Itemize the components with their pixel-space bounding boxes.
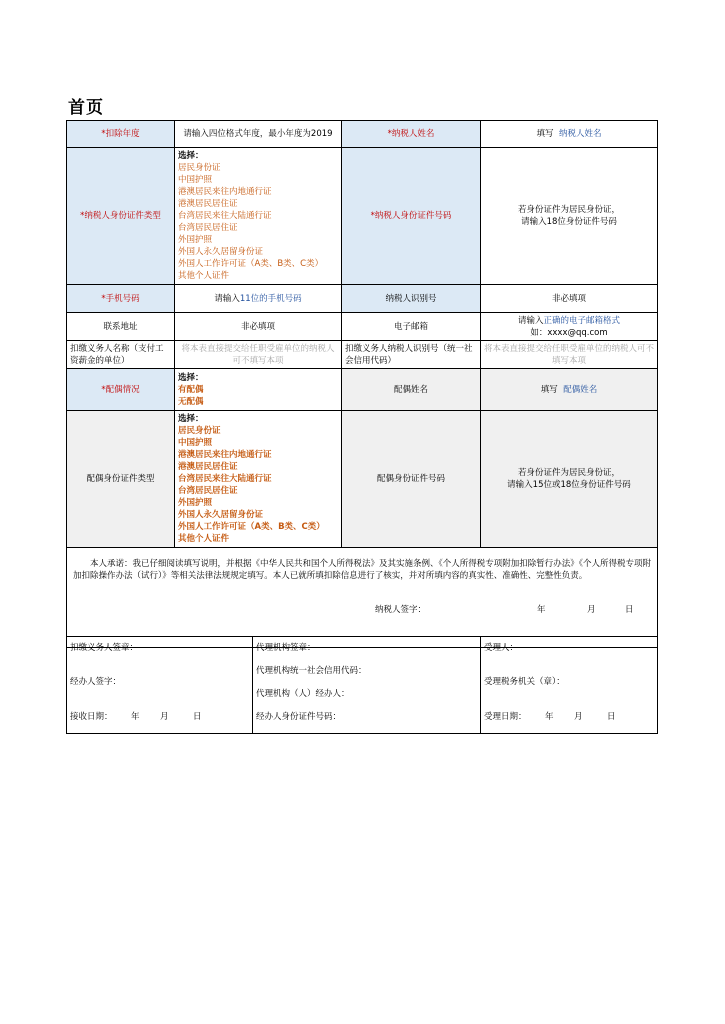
page-title: 首页: [68, 98, 104, 118]
id-type-option[interactable]: 港澳居民居住证: [178, 199, 238, 209]
deduction-year-label: *扣除年度: [67, 121, 175, 148]
spouse-name-input[interactable]: [481, 369, 658, 411]
id-type-option[interactable]: 台湾居民居住证: [178, 223, 238, 233]
acceptor-label: 受理人：: [484, 643, 519, 653]
agency-credit-code-label: 代理机构统一社会信用代码：: [256, 666, 367, 676]
withholder-name-label: 扣缴义务人名称（支付工资薪金的单位）: [67, 341, 175, 369]
agency-handler-label: 代理机构（人）经办人：: [256, 689, 350, 699]
spouse-id-type-option[interactable]: 中国护照: [178, 438, 213, 448]
phone-input[interactable]: [175, 285, 342, 313]
receive-month: 月: [160, 712, 169, 722]
spouse-id-type-option[interactable]: 外国人工作许可证（A类、B类、C类）: [178, 522, 325, 532]
pledge-month: 月: [587, 605, 596, 615]
spouse-id-type-option[interactable]: 港澳居民来往内地通行证: [178, 450, 272, 460]
name-hint-link: 纳税人姓名: [558, 129, 602, 139]
taxpayer-info-table: [66, 120, 658, 648]
handler-id-number-label: 经办人身份证件号码：: [256, 712, 342, 722]
receive-date-label: 接收日期：: [70, 712, 113, 722]
spouse-id-type-option[interactable]: 外国人永久居留身份证: [178, 510, 264, 520]
spouse-id-type-option[interactable]: 台湾居民居住证: [178, 486, 238, 496]
accept-year: 年: [545, 712, 554, 722]
pledge-section: [67, 548, 658, 648]
spouse-id-type-option[interactable]: 居民身份证: [178, 426, 221, 436]
taxpayer-id-label: 纳税人识别号: [342, 285, 481, 313]
accept-month: 月: [574, 712, 583, 722]
withholder-seal-label: 扣缴义务人签章：: [70, 643, 139, 653]
email-hint-prefix: 请输入: [517, 315, 544, 326]
taxpayer-signature-label: 纳税人签字：: [375, 605, 427, 615]
address-label: 联系地址: [67, 313, 175, 341]
spouse-options-title: 选择：: [178, 372, 204, 383]
deduction-year-input[interactable]: 请输入四位格式年度，最小年度为2019: [175, 121, 342, 148]
pledge-text: 本人承诺：我已仔细阅读填写说明，并根据《中华人民共和国个人所得税法》及其实施条例、《个人所得税专项附加扣除暂行办法》《个人所得税专项附加扣除操作办法（试行）》等相关法律法规规定填写。本人已就所填扣除信息进行了核实，并对所填内容的真实性、准确性、完整性负责。: [73, 559, 652, 581]
id-type-option[interactable]: 外国人永久居留身份证: [178, 247, 264, 257]
pledge-day: 日: [625, 605, 634, 615]
agency-seal-label: 代理机构签章：: [256, 643, 316, 653]
id-number-label: *纳税人身份证件号码: [342, 148, 481, 285]
phone-label: *手机号码: [67, 285, 175, 313]
tax-office-label: 受理税务机关（章）：: [484, 677, 565, 687]
withholder-section: [67, 637, 253, 734]
agency-section: [253, 637, 481, 734]
spouse-id-type-option[interactable]: 其他个人证件: [178, 534, 230, 544]
spouse-name-hint-link: 配偶姓名: [563, 384, 598, 395]
spouse-option[interactable]: 无配偶: [178, 396, 204, 407]
accept-day: 日: [607, 712, 616, 722]
accept-date-label: 受理日期：: [484, 712, 527, 722]
spouse-id-type-label: 配偶身份证件类型: [67, 411, 175, 548]
signature-table: [66, 636, 658, 734]
spouse-id-type-options-title: 选择：: [178, 414, 204, 424]
phone-hint-prefix: 请输入: [214, 293, 240, 304]
spouse-id-type-option[interactable]: 外国护照: [178, 498, 213, 508]
spouse-id-number-hint-1: 若身份证件为居民身份证，: [517, 468, 620, 478]
id-number-input[interactable]: [481, 148, 658, 285]
spouse-status-select[interactable]: [175, 369, 342, 411]
spouse-id-number-hint-2: 请输入15位或18位身份证件号码: [507, 480, 631, 490]
spouse-status-label: *配偶情况: [67, 369, 175, 411]
id-type-label: *纳税人身份证件类型: [67, 148, 175, 285]
spouse-name-label: 配偶姓名: [342, 369, 481, 411]
withholder-id-label: 扣缴义务人纳税人识别号（统一社会信用代码）: [342, 341, 481, 369]
name-hint-prefix: 填写: [536, 129, 554, 139]
id-type-option[interactable]: 港澳居民来往内地通行证: [178, 187, 272, 197]
withholder-id-input[interactable]: 将本表直接提交给任职受雇单位的纳税人可不填写本项: [481, 341, 658, 369]
phone-hint-link: 11位的手机号码: [239, 293, 302, 304]
id-type-select[interactable]: [175, 148, 342, 285]
withholder-name-input[interactable]: 将本表直接提交给任职受雇单位的纳税人可不填写本项: [175, 341, 342, 369]
email-hint-link: 正确的电子邮箱格式: [543, 315, 621, 326]
spouse-id-number-label: 配偶身份证件号码: [342, 411, 481, 548]
id-type-option[interactable]: 台湾居民来往大陆通行证: [178, 211, 272, 221]
email-input[interactable]: [481, 313, 658, 341]
receive-year: 年: [131, 712, 140, 722]
id-type-option[interactable]: 外国护照: [178, 235, 213, 245]
taxpayer-name-input[interactable]: [481, 121, 658, 148]
id-type-options-title: 选择：: [178, 151, 204, 161]
spouse-option[interactable]: 有配偶: [178, 384, 204, 395]
spouse-id-number-input[interactable]: [481, 411, 658, 548]
email-label: 电子邮箱: [342, 313, 481, 341]
id-type-option[interactable]: 外国人工作许可证（A类、B类、C类）: [178, 259, 324, 269]
id-type-option[interactable]: 中国护照: [178, 175, 213, 185]
spouse-id-type-option[interactable]: 港澳居民居住证: [178, 462, 238, 472]
taxpayer-id-input[interactable]: 非必填项: [481, 285, 658, 313]
address-input[interactable]: 非必填项: [175, 313, 342, 341]
spouse-name-hint-prefix: 填写: [540, 384, 558, 395]
id-type-option[interactable]: 其他个人证件: [178, 271, 230, 281]
email-example: 如：xxxx@qq.com: [530, 327, 608, 338]
id-type-option[interactable]: 居民身份证: [178, 163, 221, 173]
handler-sign-label: 经办人签字：: [70, 677, 122, 687]
id-number-hint-2: 请输入18位身份证件号码: [521, 217, 617, 227]
tax-office-section: [481, 637, 658, 734]
pledge-year: 年: [537, 605, 546, 615]
spouse-id-type-select[interactable]: [175, 411, 342, 548]
receive-day: 日: [193, 712, 202, 722]
id-number-hint-1: 若身份证件为居民身份证，: [517, 205, 620, 215]
spouse-id-type-option[interactable]: 台湾居民来往大陆通行证: [178, 474, 272, 484]
taxpayer-name-label: *纳税人姓名: [342, 121, 481, 148]
